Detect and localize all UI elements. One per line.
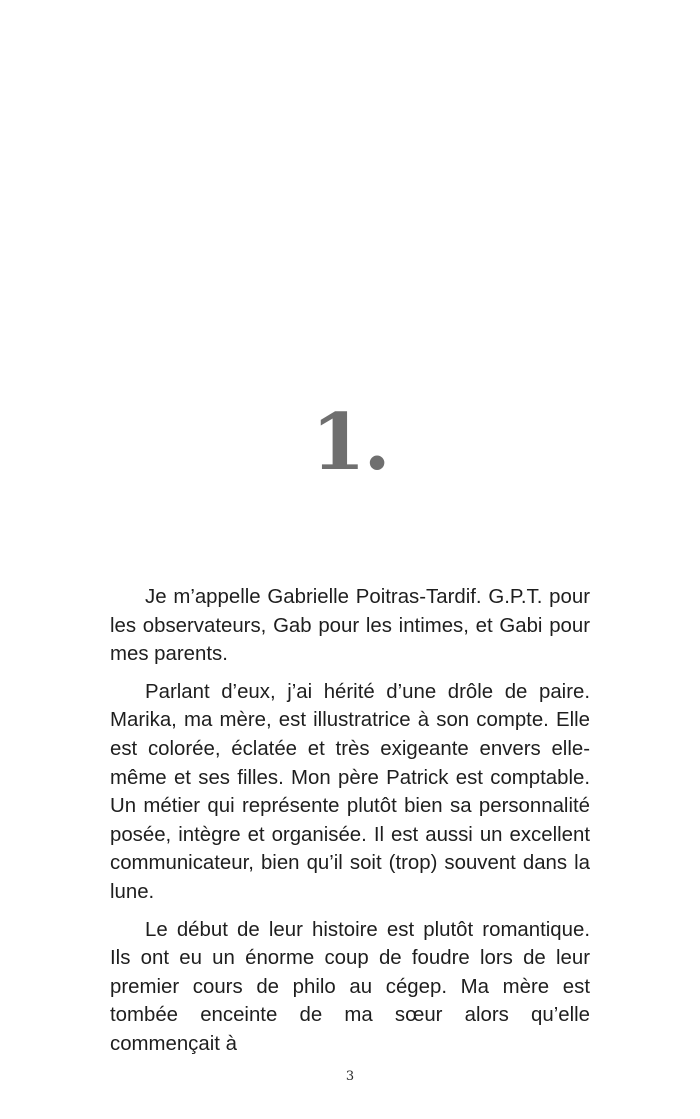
paragraph: Parlant d’eux, j’ai hérité d’une drôle de paire. Marika, ma mère, est illustratrice à son compte. Elle est colorée, éclatée et très exigeante envers elle-même et ses filles. Mon père Patrick est comptable. Un métier qui représente plutôt bien sa personnalité posée, intègre et organisée. Il est aussi un excellent communicateur, bien qu’il soit (trop) souvent dans la lune. [110,680,590,903]
paragraph: Le début de leur histoire est plutôt romantique. Ils ont eu un énorme coup de foudre lors de leur premier cours de philo au cégep. Ma mère est tombée enceinte de ma sœur alors qu’elle commençait à [110,918,590,1055]
chapter-body [110,583,590,1068]
page-number: 3 [345,1069,355,1084]
chapter-number: 1. [311,397,389,488]
paragraph: Je m’appelle Gabrielle Poitras-Tardif. G.P.T. pour les observateurs, Gab pour les intimes, et Gabi pour mes parents. [110,586,590,666]
